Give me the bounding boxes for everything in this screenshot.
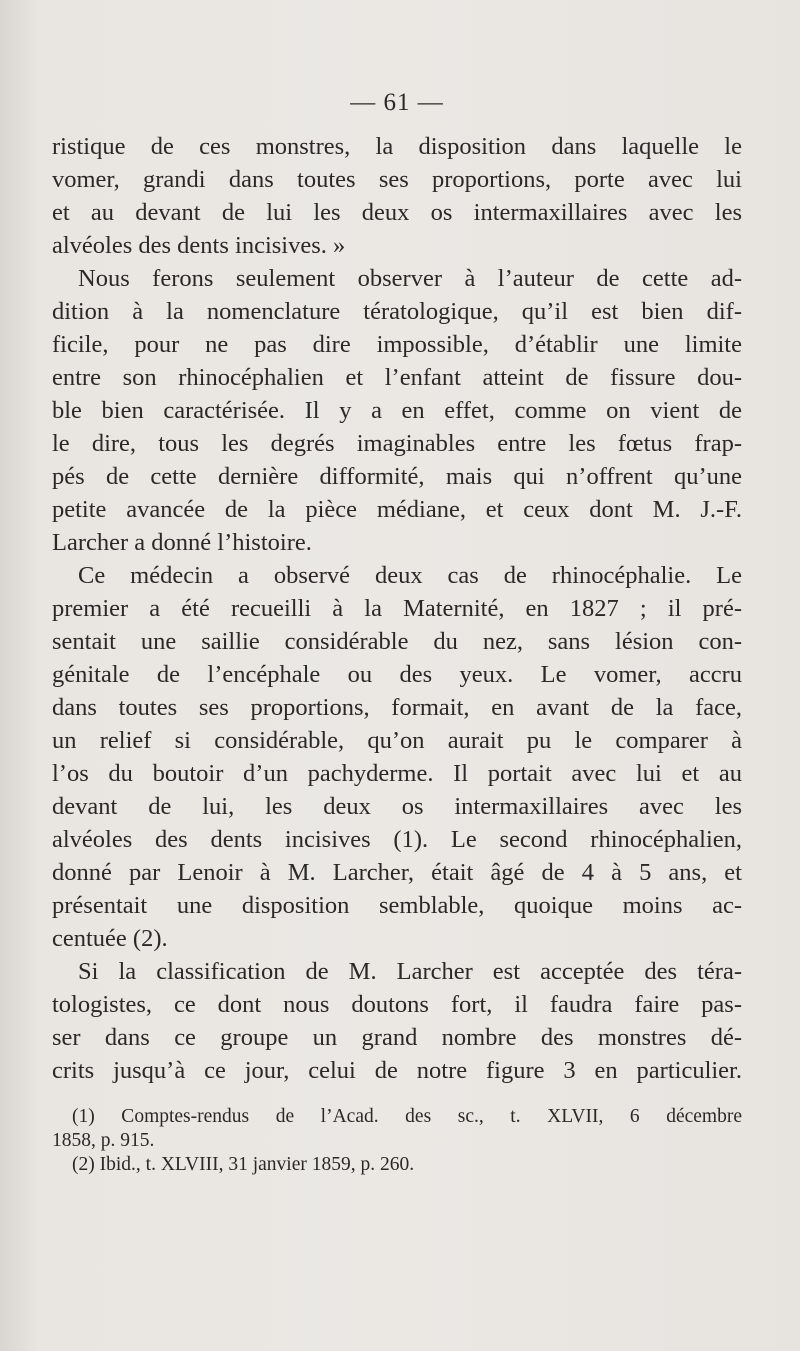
text-line: premier a été recueilli à la Maternité, en 1827 ; il pré- bbox=[52, 595, 742, 622]
text-line: tologistes, ce dont nous doutons fort, il faudra faire pas- bbox=[52, 991, 742, 1018]
text-line: ficile, pour ne pas dire impossible, d’établir une limite bbox=[52, 331, 742, 358]
footnote-1-continuation: 1858, p. 915. bbox=[52, 1130, 155, 1151]
text-line: entre son rhinocéphalien et l’enfant atteint de fissure dou- bbox=[52, 364, 742, 391]
text-line: vomer, grandi dans toutes ses proportions, porte avec lui bbox=[52, 166, 742, 193]
paragraph-4 bbox=[52, 955, 742, 1087]
text-line: petite avancée de la pièce médiane, et ceux dont M. J.-F. bbox=[52, 496, 742, 523]
text-line: sentait une saillie considérable du nez, sans lésion con- bbox=[52, 628, 742, 655]
text-line: dans toutes ses proportions, formait, en avant de la face, bbox=[52, 694, 742, 721]
footnote-2: (2) Ibid., t. XLVIII, 31 janvier 1859, p. 260. bbox=[72, 1154, 415, 1175]
text-line: ristique de ces monstres, la disposition dans laquelle le bbox=[52, 133, 742, 160]
text-line: crits jusqu’à ce jour, celui de notre figure 3 en particulier. bbox=[52, 1057, 742, 1084]
paragraph-2 bbox=[52, 262, 742, 559]
text-line: et au devant de lui les deux os intermaxillaires avec les bbox=[52, 199, 742, 226]
text-line: pés de cette dernière difformité, mais qui n’offrent qu’une bbox=[52, 463, 742, 490]
text-line: devant de lui, les deux os intermaxillaires avec les bbox=[52, 793, 742, 820]
text-line: l’os du boutoir d’un pachyderme. Il portait avec lui et au bbox=[52, 760, 742, 787]
text-line: génitale de l’encéphale ou des yeux. Le vomer, accru bbox=[52, 661, 742, 688]
text-line: donné par Lenoir à M. Larcher, était âgé de 4 à 5 ans, et bbox=[52, 859, 742, 886]
text-block bbox=[52, 88, 742, 1177]
paragraph-1 bbox=[52, 130, 742, 262]
text-line: Si la classification de M. Larcher est acceptée des téra- bbox=[78, 958, 742, 985]
text-line: alvéoles des dents incisives. » bbox=[52, 232, 346, 259]
text-line: un relief si considérable, qu’on aurait pu le comparer à bbox=[52, 727, 742, 754]
footnotes bbox=[52, 1105, 742, 1177]
text-line: centuée (2). bbox=[52, 925, 168, 952]
text-line: ser dans ce groupe un grand nombre des monstres dé- bbox=[52, 1024, 742, 1051]
text-line: Larcher a donné l’histoire. bbox=[52, 529, 312, 556]
footnote-1: (1) Comptes-rendus de l’Acad. des sc., t. XLVII, 6 décembre bbox=[72, 1106, 742, 1127]
text-line: alvéoles des dents incisives (1). Le second rhinocéphalien, bbox=[52, 826, 742, 853]
text-line: présentait une disposition semblable, quoique moins ac- bbox=[52, 892, 742, 919]
text-line: le dire, tous les degrés imaginables entre les fœtus frap- bbox=[52, 430, 742, 457]
page-number: — 61 — bbox=[350, 89, 444, 116]
text-line: dition à la nomenclature tératologique, qu’il est bien dif- bbox=[52, 298, 742, 325]
text-line: ble bien caractérisée. Il y a en effet, comme on vient de bbox=[52, 397, 742, 424]
paragraph-3 bbox=[52, 559, 742, 955]
text-line: Ce médecin a observé deux cas de rhinocéphalie. Le bbox=[78, 562, 742, 589]
text-line: Nous ferons seulement observer à l’auteur de cette ad- bbox=[78, 265, 742, 292]
